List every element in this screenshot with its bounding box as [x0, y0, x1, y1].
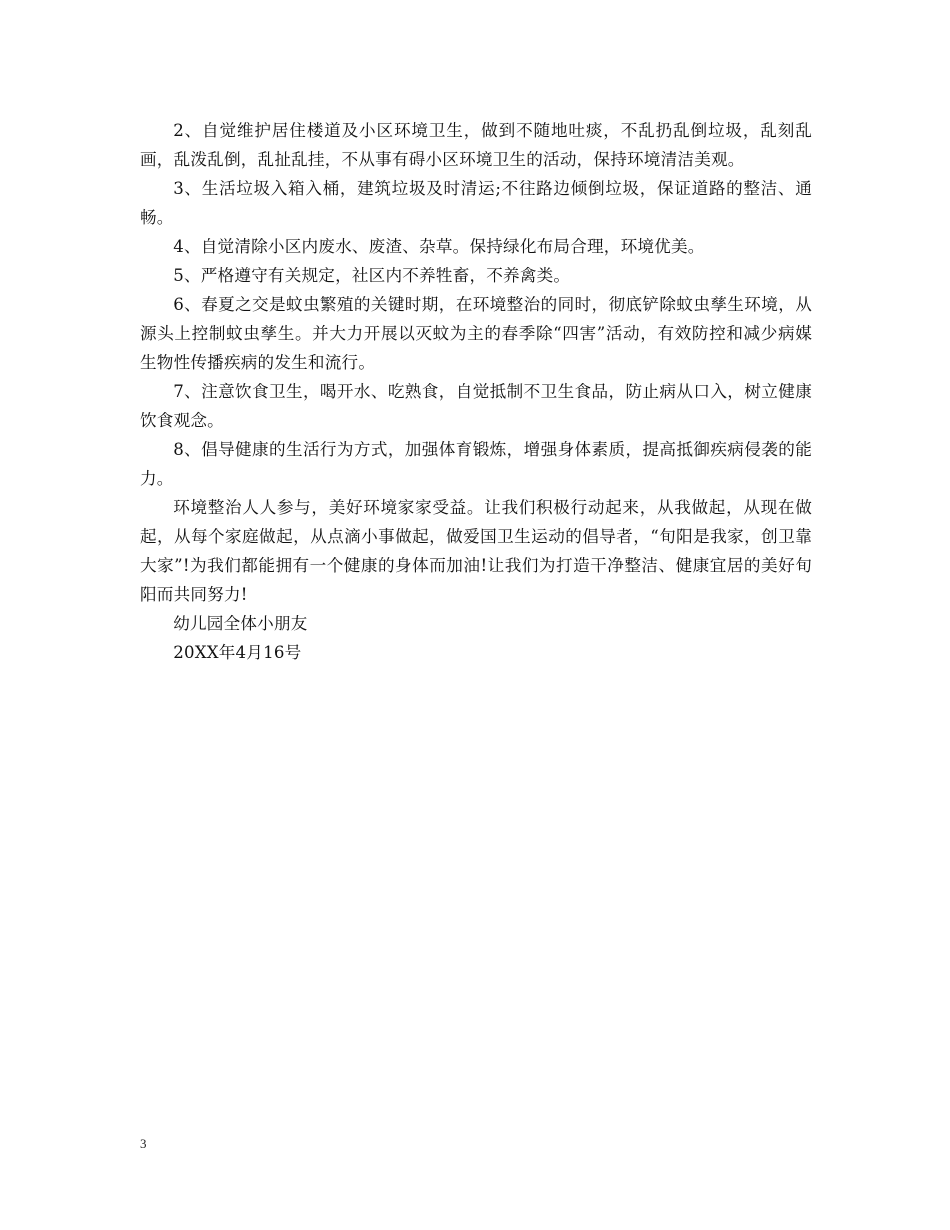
paragraph-item-8: 8、倡导健康的生活行为方式，加强体育锻炼，增强身体素质，提高抵御疾病侵袭的能力。	[140, 440, 812, 488]
page-number: 3	[140, 1136, 147, 1151]
paragraph-item-2: 2、自觉维护居住楼道及小区环境卫生，做到不随地吐痰，不乱扔乱倒垃圾，乱刻乱画，乱泼乱倒，乱扯乱挂，不从事有碍小区环境卫生的活动，保持环境清洁美观。	[140, 121, 812, 169]
paragraph-item-6: 6、春夏之交是蚊虫繁殖的关键时期，在环境整治的同时，彻底铲除蚊虫孳生环境，从源头上控制蚊虫孳生。并大力开展以灭蚊为主的春季除“四害”活动，有效防控和减少病媒生物性传播疾病的发生和流行。	[140, 295, 812, 372]
closing-paragraph: 环境整治人人参与，美好环境家家受益。让我们积极行动起来，从我做起，从现在做起，从每个家庭做起，从点滴小事做起，做爱国卫生运动的倡导者，“旬阳是我家，创卫靠大家”!为我们都能拥有一个健康的身体而加油!让我们为打造干净整洁、健康宜居的美好旬阳而共同努力!	[140, 498, 812, 604]
signature: 幼儿园全体小朋友	[173, 614, 308, 633]
paragraph-item-4: 4、自觉清除小区内废水、废渣、杂草。保持绿化布局合理，环境优美。	[173, 237, 705, 256]
paragraph-item-3: 3、生活垃圾入箱入桶，建筑垃圾及时清运;不往路边倾倒垃圾，保证道路的整洁、通畅。	[140, 179, 812, 227]
paragraph-item-7: 7、注意饮食卫生，喝开水、吃熟食，自觉抵制不卫生食品，防止病从口入，树立健康饮食观念。	[140, 382, 812, 430]
paragraph-item-5: 5、严格遵守有关规定，社区内不养牲畜，不养禽类。	[173, 266, 571, 285]
document-body	[140, 116, 812, 667]
document-date: 20XX年4月16号	[173, 643, 302, 662]
